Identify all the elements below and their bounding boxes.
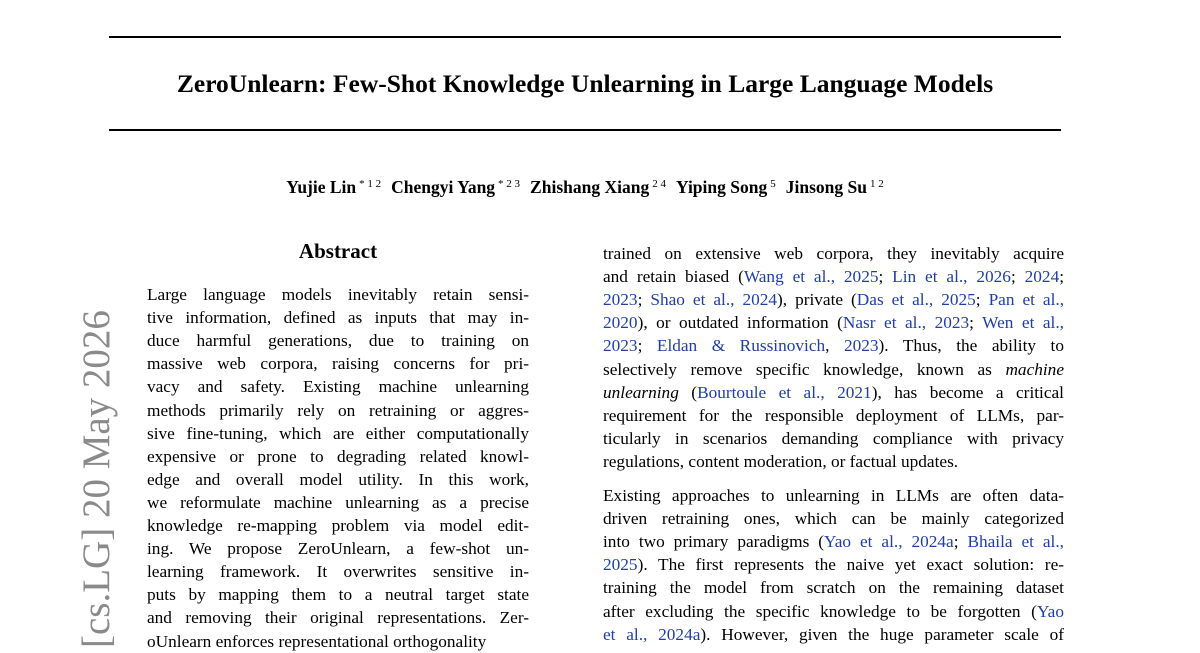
body-line	[603, 358, 1064, 381]
arxiv-stamp: [cs.LG] 20 May 2026	[75, 310, 118, 648]
body-line	[603, 553, 1064, 576]
author	[676, 172, 776, 199]
citation-link[interactable]: 2025	[603, 555, 638, 575]
body-line	[603, 311, 1064, 334]
body-line	[603, 334, 1064, 357]
abstract-line: knowledge re-mapping problem via model edit-	[147, 516, 529, 535]
abstract-line: ing. We propose ZeroUnlearn, a few-shot un-	[147, 539, 529, 559]
citation-link[interactable]: Eldan & Russinovich	[656, 336, 826, 356]
author-list	[109, 172, 1061, 199]
body-text: trained on extensive web corpora, they inevitably acquire	[603, 244, 1064, 263]
citation-link[interactable]: Lin et al., 2026	[892, 267, 1011, 287]
author	[286, 172, 381, 199]
body-text: ;	[969, 313, 983, 333]
body-text: ). Thus, the ability to	[878, 336, 1064, 356]
body-text: driven retraining ones, which can be mainly categorized	[603, 509, 1064, 529]
citation-link[interactable]: Yao	[1036, 601, 1064, 621]
author-affiliation: * 1 2	[359, 178, 382, 190]
title-rule-top	[109, 36, 1061, 38]
abstract-heading: Abstract	[298, 239, 378, 263]
body-text: regulations, content moderation, or factual updates.	[603, 451, 959, 471]
body-text: ;	[975, 290, 989, 310]
body-line	[603, 242, 1064, 265]
body-text: Existing approaches to unlearning in LLMs are often data-	[603, 486, 1064, 505]
body-text: ). The first represents the naive yet exact solution: re-	[637, 555, 1064, 575]
body-text: ), or outdated information (	[637, 313, 843, 333]
body-text: ,	[825, 336, 844, 356]
author-affiliation: 1 2	[869, 178, 884, 190]
author	[530, 172, 666, 199]
body-text: after excluding the specific knowledge to be forgotten (	[603, 601, 1037, 621]
title-rule-bottom	[109, 129, 1061, 131]
citation-link[interactable]: Wang et al., 2025	[743, 267, 879, 287]
author-affiliation: 5	[770, 178, 776, 190]
body-text: ;	[637, 336, 657, 356]
citation-link[interactable]: et al., 2024a	[603, 624, 701, 644]
abstract-line: tive information, defined as inputs that may in-	[147, 308, 529, 328]
abstract-line: expensive or prone to degrading related knowl-	[147, 446, 529, 466]
author	[786, 172, 884, 199]
abstract-line: vacy and safety. Existing machine unlearning	[147, 377, 529, 397]
author-name: Yujie Lin	[286, 177, 357, 197]
body-text: ), private (	[777, 290, 857, 310]
abstract-line: puts by mapping them to a neutral target state	[147, 585, 529, 605]
abstract-line: methods primarily rely on retraining or aggres-	[147, 400, 529, 420]
body-line	[603, 530, 1064, 553]
citation-link[interactable]: Das et al., 2025	[856, 290, 976, 310]
body-text: ticularly in scenarios demanding compliance with privacy	[603, 428, 1064, 448]
citation-link[interactable]: 2020	[603, 313, 638, 333]
author-name: Zhishang Xiang	[530, 177, 650, 197]
body-text: into two primary paradigms (	[603, 532, 824, 552]
paper-title: ZeroUnlearn: Few-Shot Knowledge Unlearning in Large Language Models	[176, 69, 994, 98]
citation-link[interactable]: 2023	[843, 336, 879, 356]
abstract-line: sive fine-tuning, which are either computationally	[147, 423, 529, 443]
author	[391, 172, 520, 199]
body-text: requirement for the responsible deployment of LLMs, par-	[603, 405, 1064, 425]
body-line	[603, 484, 1064, 507]
body-line	[603, 623, 1064, 646]
body-text: ;	[1010, 267, 1025, 287]
citation-link[interactable]: Yao et al., 2024a	[824, 532, 954, 552]
citation-link[interactable]: Wen et al.,	[982, 313, 1064, 333]
author-name: Chengyi Yang	[391, 177, 496, 197]
body-text: training the model from scratch on the remaining dataset	[603, 578, 1064, 598]
author-name: Yiping Song	[675, 177, 768, 197]
body-line	[603, 288, 1064, 311]
body-text: ;	[1059, 267, 1065, 287]
body-text: ;	[637, 290, 651, 310]
citation-link[interactable]: Nasr et al., 2023	[842, 313, 970, 333]
author-name: Jinsong Su	[785, 177, 867, 197]
author-affiliation: * 2 3	[498, 178, 521, 190]
body-text: selectively remove specific knowledge, known as	[603, 359, 1006, 379]
body-text: and retain biased (	[603, 267, 744, 287]
body-text: (	[678, 382, 698, 402]
abstract-line: learning framework. It overwrites sensitive in-	[147, 562, 529, 582]
citation-link[interactable]: Shao et al., 2024	[650, 290, 778, 310]
body-line	[603, 381, 1064, 404]
abstract-line: oUnlearn enforces representational orthogonality	[147, 631, 487, 651]
body-line	[603, 265, 1064, 288]
body-text: ), has become a critical	[871, 382, 1064, 402]
body-line	[603, 576, 1064, 599]
abstract-line: duce harmful generations, due to training on	[147, 331, 529, 351]
citation-link[interactable]: Bourtoule et al., 2021	[697, 382, 872, 402]
emphasis-text: machine	[1005, 359, 1064, 379]
body-line	[603, 404, 1064, 427]
body-text: ;	[953, 532, 968, 552]
abstract-line: massive web corpora, raising concerns for pri-	[147, 354, 529, 374]
abstract-line: and removing their original representations. Zer-	[147, 608, 529, 628]
citation-link[interactable]: Pan et al.,	[988, 290, 1065, 310]
citation-link[interactable]: Bhaila et al.,	[967, 532, 1065, 552]
citation-link[interactable]: 2023	[603, 336, 638, 356]
body-text: ;	[878, 267, 893, 287]
abstract-line: we reformulate machine unlearning as a precise	[147, 492, 529, 512]
body-line	[603, 450, 1064, 473]
abstract-line: edge and overall model utility. In this work,	[147, 469, 529, 489]
body-line	[603, 507, 1064, 530]
emphasis-text: unlearning	[603, 382, 679, 402]
abstract-line: Large language models inevitably retain sensi-	[147, 285, 529, 304]
citation-link[interactable]: 2024	[1024, 267, 1060, 287]
body-line	[603, 600, 1064, 623]
citation-link[interactable]: 2023	[603, 290, 638, 310]
author-affiliation: 2 4	[652, 178, 666, 190]
body-text: ). However, given the huge parameter scale of	[700, 624, 1064, 644]
body-line	[603, 427, 1064, 450]
